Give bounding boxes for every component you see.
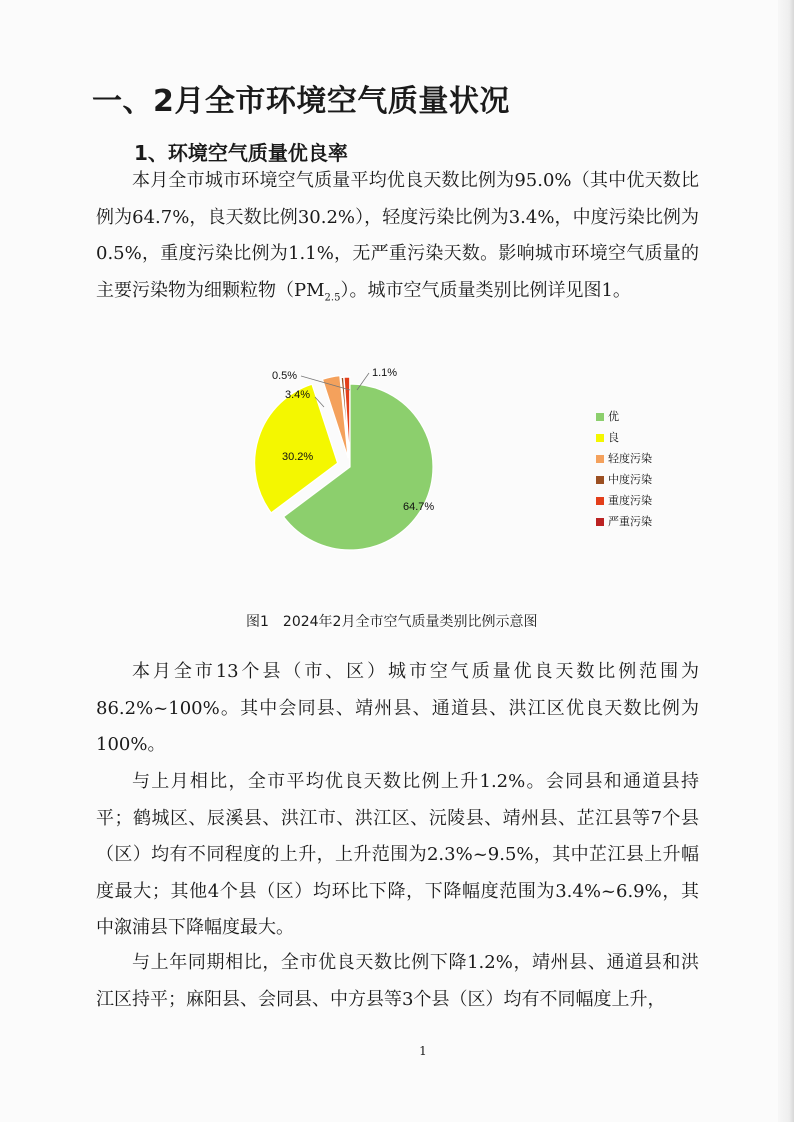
legend-item-excellent — [596, 408, 676, 426]
legend-label-moderate-pollution: 中度污染 — [608, 473, 652, 486]
legend-item-light-pollution — [596, 450, 676, 468]
slice-label-excellent: 64.7% — [403, 501, 435, 513]
slice-label-good: 30.2% — [282, 451, 314, 463]
paragraph-month-comparison: 与上月相比，全市平均优良天数比例上升1.2%。会同县和通道县持平；鹤城区、辰溪县、洪江市、洪江区、沅陵县、靖州县、芷江县等7个县（区）均有不同程度的上升，上升范围为2.3%~9.5%，其中芷江县上升幅度最大；其他4个县（区）均环比下降，下降幅度范围为3.4%~6.9%，其中溆浦县下降幅度最大。 — [96, 771, 699, 938]
legend-label-light-pollution: 轻度污染 — [608, 452, 652, 465]
legend-swatch-light-pollution — [596, 455, 604, 463]
page-number: 1 — [419, 1044, 427, 1058]
paragraph-air-quality-summary-text: 本月全市城市环境空气质量平均优良天数比例为95.0%（其中优天数比例为64.7%，良天数比例30.2%），轻度污染比例为3.4%，中度污染比例为0.5%，重度污染比例为1.1%，无严重污染天数。影响城市环境空气质量的主要污染物为细颗粒物（PM — [96, 170, 699, 301]
legend-item-moderate-pollution — [596, 471, 676, 489]
legend-swatch-heavy-pollution — [596, 497, 604, 505]
legend-label-excellent: 优 — [608, 410, 619, 423]
paragraph-county-range: 本月全市13个县（市、区）城市空气质量优良天数比例范围为86.2%~100%。其中会同县、靖州县、通道县、洪江区优良天数比例为100%。 — [96, 661, 699, 755]
section-heading: 一、2月全市环境空气质量状况 — [92, 84, 510, 119]
subsection-heading: 1、环境空气质量优良率 — [134, 141, 348, 165]
legend-swatch-excellent — [596, 413, 604, 421]
paragraph-air-quality-summary-ending: ）。城市空气质量类别比例详见图1。 — [340, 279, 631, 301]
legend-label-severe-pollution: 严重污染 — [608, 515, 652, 528]
legend-item-good — [596, 429, 676, 447]
legend-label-heavy-pollution: 重度污染 — [608, 494, 652, 507]
pm-subscript: 2.5 — [324, 292, 341, 304]
air-quality-pie-chart — [258, 359, 678, 579]
legend-swatch-good — [596, 434, 604, 442]
paragraph-air-quality-summary — [96, 163, 699, 317]
slice-label-heavy-pollution: 1.1% — [372, 367, 398, 379]
legend-swatch-severe-pollution — [596, 518, 604, 526]
legend-item-severe-pollution — [596, 513, 676, 531]
legend-item-heavy-pollution — [596, 492, 676, 510]
legend-label-good: 良 — [608, 431, 619, 444]
chart-legend — [596, 408, 676, 538]
figure-caption: 图1 2024年2月全市空气质量类别比例示意图 — [246, 614, 538, 630]
paragraph-year-comparison: 与上年同期相比，全市优良天数比例下降1.2%，靖州县、通道县和洪江区持平；麻阳县、会同县、中方县等3个县（区）均有不同幅度上升， — [96, 952, 699, 1010]
legend-swatch-moderate-pollution — [596, 476, 604, 484]
slice-label-light-pollution: 3.4% — [285, 389, 311, 401]
slice-label-moderate-pollution: 0.5% — [272, 370, 298, 382]
